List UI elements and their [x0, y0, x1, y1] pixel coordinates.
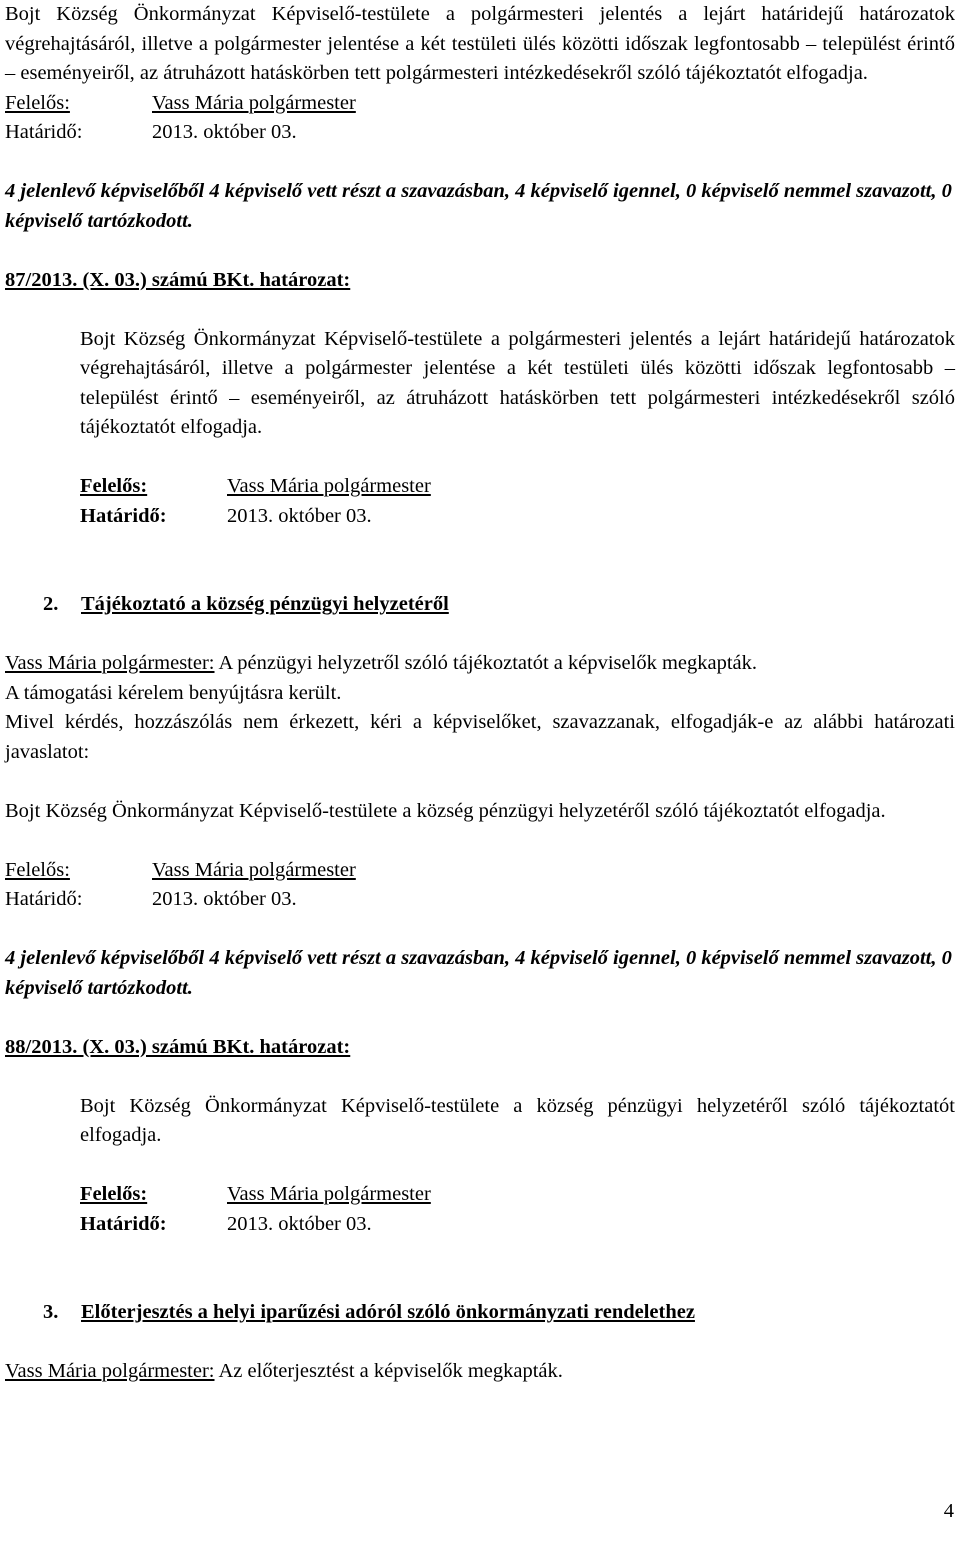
section-number: 3.: [43, 1301, 59, 1323]
proposal-text: Bojt Község Önkormányzat Képviselő-testülete a község pénzügyi helyzetéről szóló tájékoztatót elfogadja.: [5, 799, 886, 822]
deadline-label: Határidő:: [5, 888, 83, 910]
spacer: [5, 148, 955, 178]
deadline-label: Határidő:: [5, 121, 83, 143]
responsible-label: Felelős:: [5, 91, 70, 114]
section-title: Előterjesztés a helyi iparűzési adóról szóló önkormányzati rendelethez: [81, 1301, 695, 1323]
spacer: [5, 1062, 955, 1092]
deadline-label: Határidő:: [80, 1212, 167, 1235]
responsible-value: Vass Mária polgármester: [152, 91, 356, 114]
responsible-value: Vass Mária polgármester: [152, 858, 356, 881]
responsible-row-proposal: [5, 856, 955, 886]
responsible-label: Felelős:: [80, 475, 148, 497]
vote-summary-section2: 4 jelenlevő képviselőből 4 képviselő vett részt a szavazásban, 4 képviselő igennel, 0 képviselő nemmel szavazott, 0 képviselő tartózkodott.: [5, 947, 952, 999]
responsible-value: Vass Mária polgármester: [227, 475, 431, 497]
spacer: [5, 1239, 955, 1269]
section-2-heading: [43, 590, 955, 620]
deadline-label: Határidő:: [80, 504, 167, 527]
resolution-87-text: Bojt Község Önkormányzat Képviselő-testülete a polgármesteri jelentés a lejárt határidejű határozatok végrehajtásáról, illetve a polgármester jelentése a két testületi ülés közötti időszak legfontosabb – települést érintő – eseményeiről, az átruházott hatáskörben tett polgármesteri intézkedésekről szóló tájékoztatót elfogadja.: [80, 327, 955, 438]
spacer: [5, 561, 955, 591]
deadline-row-proposal: [5, 885, 955, 915]
speaker-name: Vass Mária polgármester:: [5, 652, 215, 674]
spacer: [5, 1151, 955, 1181]
spacer: [5, 1269, 955, 1299]
resolution-87-title: 87/2013. (X. 03.) számú BKt. határozat:: [5, 268, 351, 291]
responsible-row-87: [80, 472, 955, 502]
speech-line-3: Mivel kérdés, hozzászólás nem érkezett, kéri a képviselőket, szavazzanak, elfogadják-e az alábbi határozati javaslatot:: [5, 711, 955, 763]
deadline-row-87: [80, 502, 955, 532]
deadline-value: 2013. október 03.: [227, 504, 372, 527]
responsible-row-88: [80, 1180, 955, 1210]
deadline-row-88: [80, 1210, 955, 1240]
deadline-value: 2013. október 03.: [227, 1212, 372, 1235]
page-number: 4: [943, 1500, 954, 1522]
responsible-label: Felelős:: [5, 858, 70, 881]
speaker-name: Vass Mária polgármester:: [5, 1360, 215, 1382]
resolution-88-text: Bojt Község Önkormányzat Képviselő-testülete a község pénzügyi helyzetéről szóló tájékoztatót elfogadja.: [80, 1094, 955, 1146]
spacer: [5, 826, 955, 856]
deadline-value: 2013. október 03.: [152, 888, 297, 910]
speech-line-1: [5, 649, 955, 679]
spacer: [5, 443, 955, 473]
speech-line-2: A támogatási kérelem benyújtásra került.: [5, 681, 342, 704]
section-number: 2.: [43, 593, 59, 615]
responsible-label: Felelős:: [80, 1183, 148, 1205]
spacer: [5, 295, 955, 325]
speech-text: A pénzügyi helyzetről szóló tájékoztatót a képviselők megkapták.: [214, 652, 758, 674]
spacer: [5, 1003, 955, 1033]
responsible-value: Vass Mária polgármester: [227, 1183, 431, 1205]
spacer: [5, 767, 955, 797]
resolution-88-title: 88/2013. (X. 03.) számú BKt. határozat:: [5, 1035, 351, 1058]
speech-text: Az előterjesztést a képviselők megkapták.: [214, 1360, 563, 1382]
spacer: [5, 620, 955, 650]
responsible-row-block1: [5, 89, 955, 119]
spacer: [5, 915, 955, 945]
spacer: [5, 236, 955, 266]
document-page: [5, 0, 955, 1387]
deadline-row-block1: [5, 118, 955, 148]
spacer: [5, 1328, 955, 1358]
vote-summary-block1: 4 jelenlevő képviselőből 4 képviselő vett részt a szavazásban, 4 képviselő igennel, 0 képviselő nemmel szavazott, 0 képviselő tartózkodott.: [5, 180, 952, 232]
speech-line-section3: [5, 1357, 955, 1387]
section-title: Tájékoztató a község pénzügyi helyzetéről: [81, 593, 449, 615]
deadline-value: 2013. október 03.: [152, 121, 297, 143]
spacer: [5, 531, 955, 561]
resolution-text-block1: Bojt Község Önkormányzat Képviselő-testülete a polgármesteri jelentés a lejárt határidejű határozatok végrehajtásáról, illetve a polgármester jelentése a két testületi ülés közötti időszak legfontosabb – települést érintő – eseményeiről, az átruházott hatáskörben tett polgármesteri intézkedésekről szóló tájékoztatót elfogadja.: [5, 3, 955, 84]
section-3-heading: [43, 1298, 955, 1328]
